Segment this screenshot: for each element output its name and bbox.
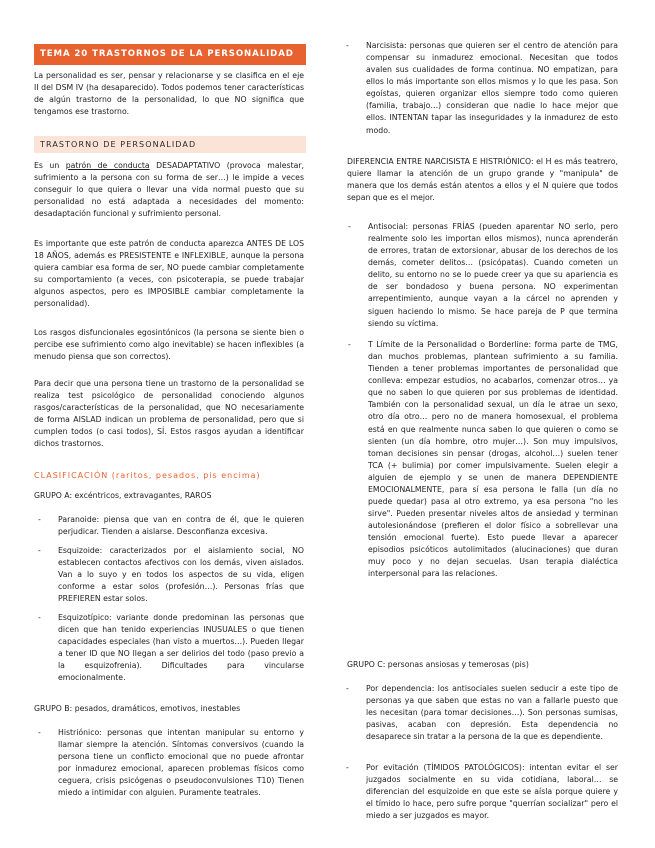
- list-item-evitacion: [346, 762, 618, 822]
- bullet-dash: -: [38, 515, 41, 524]
- bullet-dash: -: [38, 613, 41, 622]
- bullet-dash: -: [346, 41, 349, 50]
- list-item-borderline: [348, 339, 618, 581]
- grupo-b-title: GRUPO B: pesados, dramáticos, emotivos, inestables: [34, 704, 241, 713]
- paragraph-definicion-pre: Es un: [34, 161, 66, 170]
- page-title: TEMA 20 TRASTORNOS DE LA PERSONALIDAD: [34, 44, 306, 65]
- list-item-text: Histriónico: personas que intentan manipular su entorno y llamar siempre la atención. Síntomas conversivos (cuando la persona tiene un conflicto emocional que no puede afrontar por inmadurez emocional, aparecen problemas físicos como ceguera, crisis psicógenas o pseudoconvulsiones T10) Tienen miedo a intimidar con alguien. Puramente teatrales.: [58, 728, 304, 798]
- list-item-text: Esquizotípico: variante donde predominan las personas que dicen que han tenido experiencias INUSUALES o que tienen capacidades especiales (han visto a muertos…). Pueden llegar a tener ID que NO llegan a ser delirios del todo (paso previo a la esquizofrenia). Dificultades para vincularse emocionalmente.: [58, 613, 304, 683]
- list-item-text: T Límite de la Personalidad o Borderline: forma parte de TMG, dan muchos problemas, plantean sufrimiento a su familia. Tienden a tener problemas importantes de personalidad que conlleva: empezar estudios, no acabarlos, comenzar otros… ya que no saben lo que quieren por sus problemas de identidad. También con la personalidad sexual, un día le atrae un sexo, otro día otro… pero no de manera homosexual, el problema está en que realmente nunca saben lo que quieren o como se sienten (un día hombre, otro mujer…). Son muy impulsivos, toman decisiones sin pensar (drogas, alcohol…) suelen tener TCA (+ bulimia) por comer impulsivamente. Suelen elegir a alguien de ejemplo y se unen de manera DEPENDIENTE EMOCIONALMENTE, para sí esa persona le falla (un día no puede quedar) pasa al otro extremo, ya esa persona "no les sirve". Pueden presentar niveles altos de ansiedad y terminan autolesionándose (prefieren el dolor físico a sobrellevar una tensión emocional fuerte). Esto puede llevar a aparecer episodios psicóticos autolimitados (alucinaciones) que duran muy poco y no dejan secuelas. Usan terapia dialéctica interpersonal para las relaciones.: [368, 340, 618, 579]
- bullet-dash: -: [346, 684, 349, 693]
- list-item-text: Antisocial: personas FRÍAS (pueden aparentar NO serlo, pero realmente solo les importan ellos mismos), nunca aprenderán de errores, tratan de extorsionar, abusar de los derechos de los demás, cometer delitos… (psicópatas). Cuando cometen un delito, su entorno no se lo puede creer ya que su apariencia es de ser bondadoso y buena persona. NO experimentan arrepentimiento, aunque vayan a la cárcel no aprenden y siguen haciendo lo mismo. Se hace pareja de P que termina siendo su víctima.: [368, 222, 618, 328]
- list-item-antisocial: [348, 221, 618, 330]
- list-item-text: Por dependencia: los antisociales suelen seducir a este tipo de personas ya que saben que estas no van a fallarle puesto que les necesitan (para tomar decisiones…). Son personas sumisas, pasivas, acaban con depresión. Esta dependencia no desaparece sin tratar a la persona de la que es dependiente.: [366, 684, 618, 742]
- paragraph-diagnostico: Para decir que una persona tiene un trastorno de la personalidad se realiza test psicológico de personalidad conociendo algunos rasgos/características de la personalidad, que NO necesariamente de forma AISLAD indican un problema de personalidad, pero que si cumplen todos (o casi todos), SÍ. Estos rasgos ayudan a identificar dichos trastornos.: [34, 379, 304, 449]
- clasificacion-heading: CLASIFICACIÓN (raritos, pesados, pis encima): [34, 471, 261, 480]
- list-item-paranoide: [38, 514, 304, 538]
- intro-paragraph: La personalidad es ser, pensar y relacionarse y se clasifica en el eje II del DSM IV (ha desaparecido). Todos podemos tener características de algún trastorno de la personalidad, lo que NO significa que tengamos ese trastorno.: [34, 71, 304, 117]
- list-item-esquizotipico: [38, 612, 304, 684]
- patron-de-conducta-underlined: patrón de conducta: [65, 161, 150, 170]
- bullet-dash: -: [38, 546, 41, 555]
- grupo-a-title: GRUPO A: excéntricos, extravagantes, RAROS: [34, 491, 212, 500]
- grupo-c-title: GRUPO C: personas ansiosas y temerosas (pis): [347, 660, 529, 669]
- bullet-dash: -: [348, 340, 351, 349]
- bullet-dash: -: [38, 728, 41, 737]
- list-item-text: Paranoide: piensa que van en contra de él, que le quieren perjudicar. Tienden a aislarse. Desconfianza excesiva.: [58, 515, 304, 537]
- paragraph-diferencia: DIFERENCIA ENTRE NARCISISTA E HISTRIÓNICO: el H es más teatrero, quiere llamar la atención de un grupo grande y "manipula" de manera que los demás están atentos a ellos y el N quiere que todos sepan que es el mejor.: [347, 157, 618, 203]
- bullet-dash: -: [348, 222, 351, 231]
- list-item-dependencia: [346, 683, 618, 743]
- list-item-text: Narcisista: personas que quieren ser el centro de atención para compensar su inmadurez emocional. Necesitan que todos avalen sus cualidades de forma continua. NO empatizan, para ellos lo más importante son ellos mismos y lo que les pasa. Son egoístas, quieren organizar ellos siempre todo como quieren (familia, trabajo…) consideran que nadie lo hace mejor que ellos. INTENTAN tapar las inseguridades y la inmadurez de esto modo.: [366, 41, 618, 135]
- bullet-dash: -: [346, 763, 349, 772]
- paragraph-importancia: Es importante que este patrón de conducta aparezca ANTES DE LOS 18 AÑOS, además es PRESISTENTE e INFLEXIBLE, aunque la persona quiera cambiar esa forma de ser, NO puede cambiar completamente su comportamiento (a veces, con psicoterapia, se puede trabajar algunos aspectos, pero es IMPOSIBLE cambiar completamente la personalidad).: [34, 239, 304, 309]
- section-heading-trastorno: TRASTORNO DE PERSONALIDAD: [34, 136, 306, 153]
- paragraph-definicion-post: DESADAPTATIVO (provoca malestar, sufrimiento a la persona con su forma de ser…) le impide a veces conseguir lo que quiera o llevar una vida normal puesto que su personalidad no está adaptada a necesidades del momento: desadaptación funcional y sufrimiento personal.: [34, 161, 305, 219]
- paragraph-definicion: [34, 160, 304, 220]
- list-item-narcisista: [346, 40, 618, 137]
- list-item-histrionico: [38, 727, 304, 799]
- paragraph-rasgos: Los rasgos disfuncionales egosintónicos (la persona se siente bien o percibe ese sufrimiento como algo inevitable) se hacen inflexibles (a menudo piensa que son correctos).: [34, 328, 304, 362]
- list-item-esquizoide: [38, 545, 304, 605]
- list-item-text: Esquizoide: caracterizados por el aislamiento social, NO establecen contactos afectivos con los demás, viven aislados. Van a lo suyo y en todos los aspectos de su vida, eligen conforme a estar solos (profesión…). Personas frías que PREFIEREN estar solos.: [58, 546, 304, 604]
- list-item-text: Por evitación (TÍMIDOS PATOLÓGICOS): intentan evitar el ser juzgados socialmente en su vida cotidiana, laboral… se diferencian del esquizoide en que este se aísla porque quiere y el tímido lo hace, pero sufre porque "querrían socializar" pero el miedo a ser juzgados es mayor.: [366, 763, 618, 821]
